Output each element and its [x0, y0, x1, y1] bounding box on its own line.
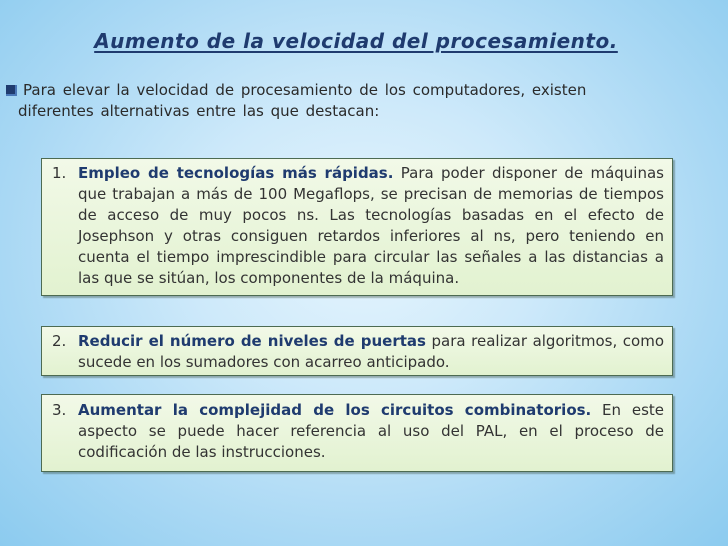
item-lead: Reducir el número de niveles de puertas	[78, 332, 426, 350]
item-body: para realizar algoritmos, como sucede en los sumadores con acarreo anticipado.	[78, 332, 664, 371]
item-number: 3.	[52, 401, 67, 419]
intro-line-2: diferentes alternativas entre las que destacan:	[18, 102, 380, 120]
list-item	[42, 163, 672, 289]
item-number: 1.	[52, 164, 67, 182]
item-body: Para poder disponer de máquinas que trabajan a más de 100 Megaflops, se precisan de memorias de tiempos de acceso de muy pocos ns. Las tecnologías basadas en el efecto de Josephson y otras consiguen retardos inferiores al ns, pero teniendo en cuenta el tiempo imprescindible para circular las señales a las distancias a las que se sitúan, los componentes de la máquina.	[78, 164, 664, 287]
intro-paragraph	[6, 80, 682, 122]
item-lead: Empleo de tecnologías más rápidas.	[78, 164, 394, 182]
slide-title	[0, 18, 728, 56]
item-text	[78, 331, 664, 373]
item-lead: Aumentar la complejidad de los circuitos combinatorios.	[78, 401, 592, 419]
list-item	[42, 400, 672, 463]
item-body: En este aspecto se puede hacer referencia al uso del PAL, en el proceso de codificación de las instrucciones.	[78, 401, 664, 461]
item-number: 2.	[52, 332, 67, 350]
item-box-3	[41, 394, 673, 472]
list-item	[42, 331, 672, 373]
item-box-2	[41, 326, 673, 376]
item-text	[78, 163, 664, 289]
slide-title-text: Aumento de la velocidad del procesamiento.	[94, 29, 618, 53]
item-text	[78, 400, 664, 463]
square-bullet-icon	[6, 85, 17, 96]
item-box-1	[41, 158, 673, 296]
intro-line-1: Para elevar la velocidad de procesamiento de los computadores, existen	[23, 81, 587, 99]
